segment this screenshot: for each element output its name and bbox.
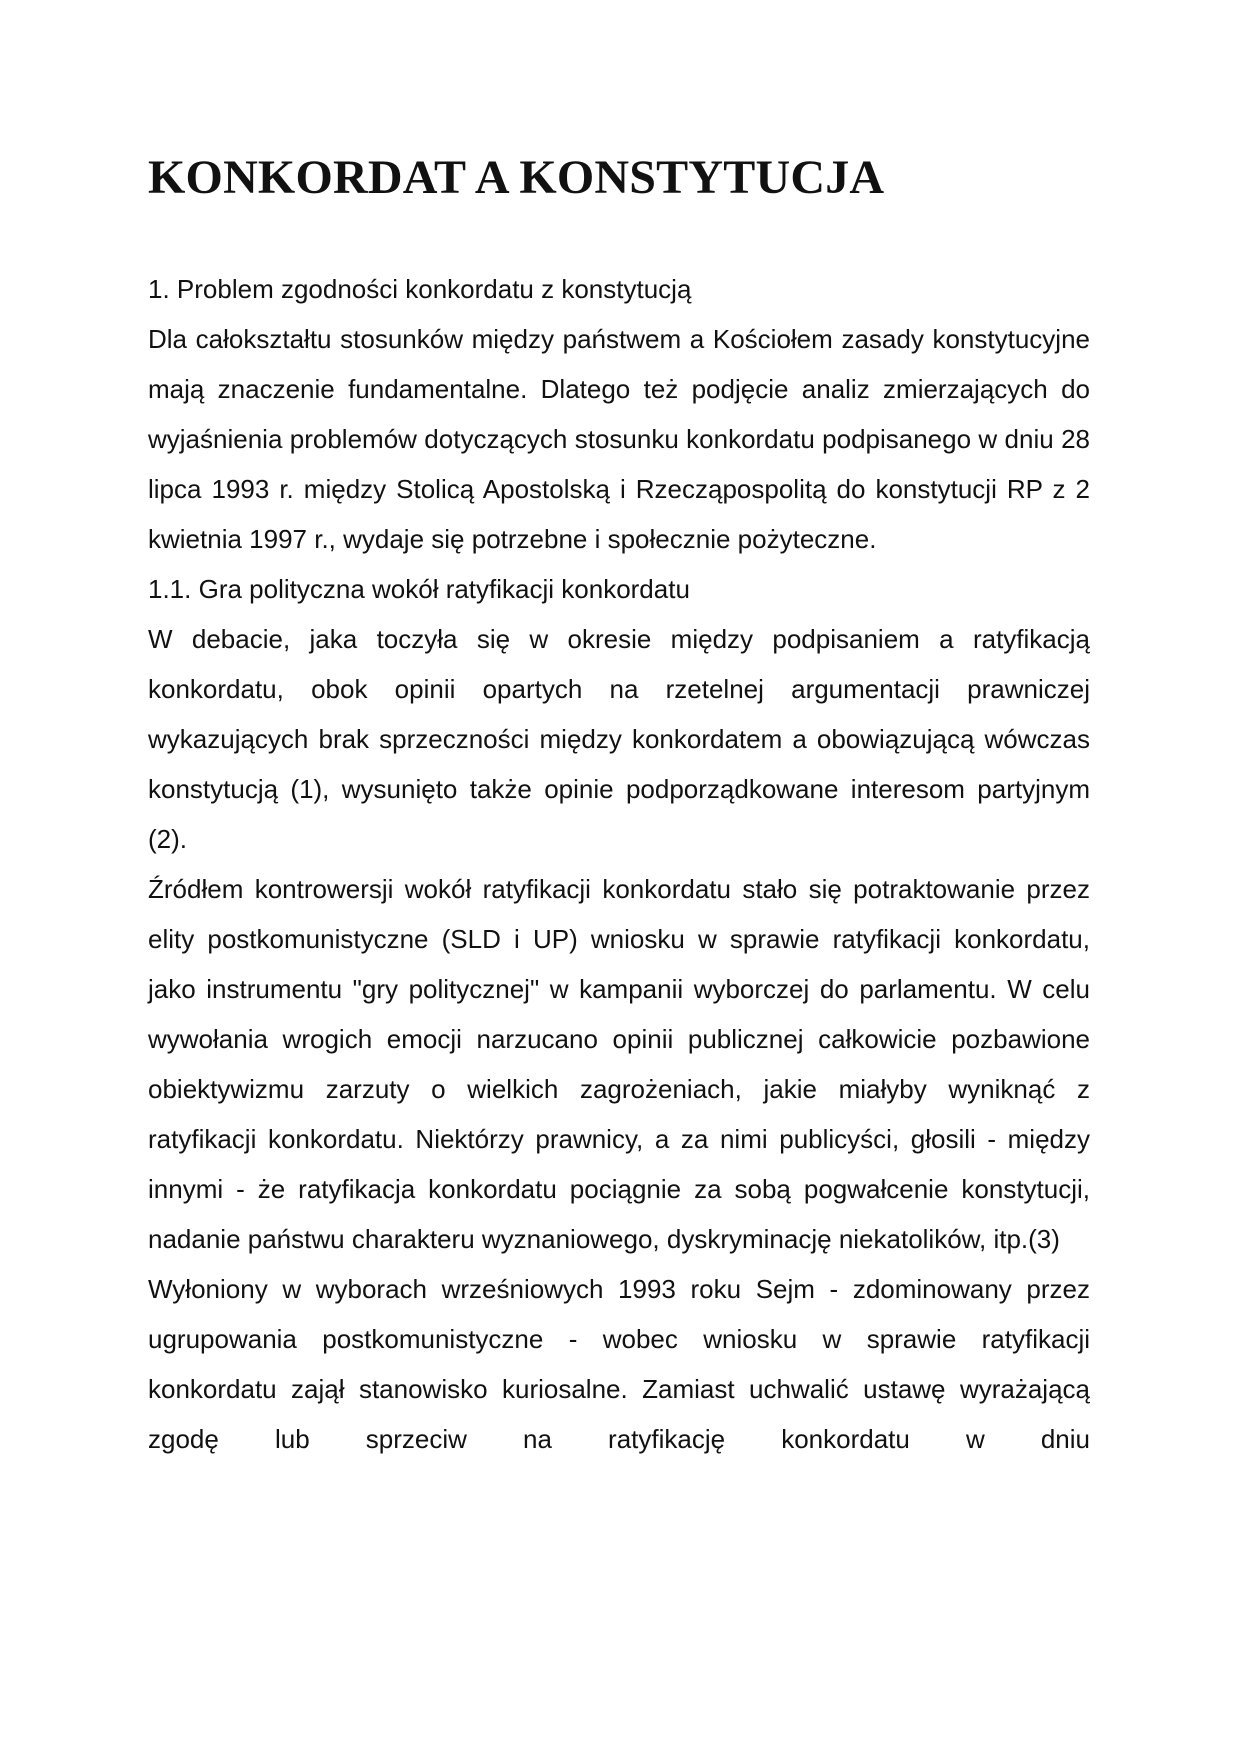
body-paragraph: W debacie, jaka toczyła się w okresie między podpisaniem a ratyfikacją konkordatu, obok opinii opartych na rzetelnej argumentacji prawniczej wykazujących brak sprzeczności między konkordatem a obowiązującą wówczas konstytucją (1), wysunięto także opinie podporządkowane interesom partyjnym (2). bbox=[148, 624, 1090, 854]
section-heading: 1. Problem zgodności konkordatu z konstytucją bbox=[148, 274, 692, 304]
document-page bbox=[148, 150, 1090, 1464]
section-1 bbox=[148, 264, 1090, 564]
body-paragraph: Źródłem kontrowersji wokół ratyfikacji konkordatu stało się potraktowanie przez elity postkomunistyczne (SLD i UP) wniosku w sprawie ratyfikacji konkordatu, jako instrumentu "gry politycznej" w kampanii wyborczej do parlamentu. W celu wywołania wrogich emocji narzucano opinii publicznej całkowicie pozbawione obiektywizmu zarzuty o wielkich zagrożeniach, jakie miałyby wyniknąć z ratyfikacji konkordatu. Niektórzy prawnicy, a za nimi publicyści, głosili - między innymi - że ratyfikacja konkordatu pociągnie za sobą pogwałcenie konstytucji, nadanie państwu charakteru wyznaniowego, dyskryminację niekatolików, itp.(3) bbox=[148, 874, 1090, 1254]
body-paragraph: Dla całokształtu stosunków między państwem a Kościołem zasady konstytucyjne mają znaczenie fundamentalne. Dlatego też podjęcie analiz zmierzających do wyjaśnienia problemów dotyczących stosunku konkordatu podpisanego w dniu 28 lipca 1993 r. między Stolicą Apostolską i Rzecząpospolitą do konstytucji RP z 2 kwietnia 1997 r., wydaje się potrzebne i społecznie pożyteczne. bbox=[148, 324, 1090, 554]
section-1-1 bbox=[148, 564, 1090, 1464]
body-paragraph: Wyłoniony w wyborach wrześniowych 1993 roku Sejm - zdominowany przez ugrupowania postkomunistyczne - wobec wniosku w sprawie ratyfikacji konkordatu zajął stanowisko kuriosalne. Zamiast uchwalić ustawę wyrażającą zgodę lub sprzeciw na ratyfikację konkordatu w dniu bbox=[148, 1274, 1090, 1454]
document-title: KONKORDAT A KONSTYTUCJA bbox=[148, 151, 885, 204]
section-heading: 1.1. Gra polityczna wokół ratyfikacji konkordatu bbox=[148, 574, 690, 604]
